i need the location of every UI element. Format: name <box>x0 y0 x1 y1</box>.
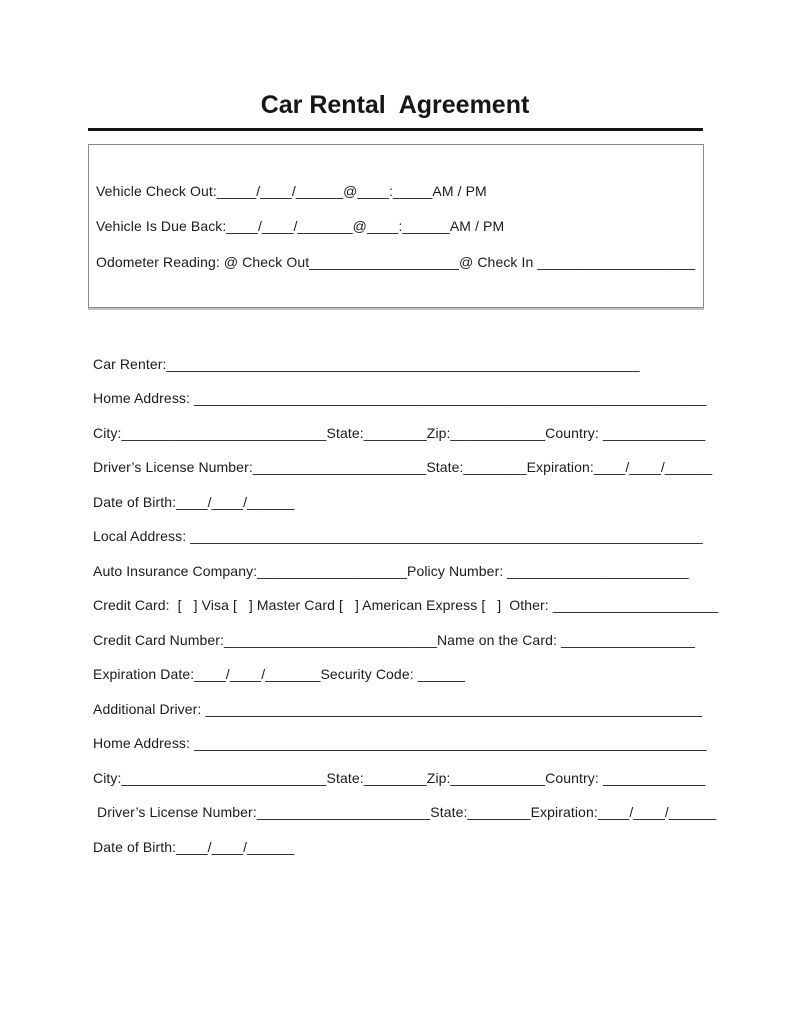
field-home-address-2: Home Address: _________________________________________________________________ <box>93 735 707 751</box>
field-expiration-security-code: Expiration Date:____/____/_______Security Code: ______ <box>93 666 466 682</box>
field-local-address: Local Address: _________________________________________________________________ <box>93 528 703 544</box>
page-title: Car Rental Agreement <box>260 91 530 119</box>
field-vehicle-due-back: Vehicle Is Due Back:____/____/_______@____:______AM / PM <box>96 218 505 234</box>
field-vehicle-check-out: Vehicle Check Out:_____/____/______@____:_____AM / PM <box>96 183 487 199</box>
vehicle-checkout-box <box>88 144 704 308</box>
title-rule <box>88 128 703 131</box>
field-car-renter: Car Renter:____________________________________________________________ <box>93 356 640 372</box>
field-date-of-birth-2: Date of Birth:____/____/______ <box>93 839 295 855</box>
field-city-state-zip-country-2: City:__________________________State:________Zip:____________Country: _____________ <box>93 770 706 786</box>
field-auto-insurance-policy: Auto Insurance Company:___________________Policy Number: _______________________ <box>93 563 689 579</box>
field-drivers-license-1: Driver’s License Number:______________________State:________Expiration:____/____/______ <box>93 459 713 475</box>
field-credit-card-type: Credit Card: [ ] Visa [ ] Master Card [ ] American Express [ ] Other: _____________________ <box>93 597 719 613</box>
field-city-state-zip-country-1: City:__________________________State:________Zip:____________Country: _____________ <box>93 425 706 441</box>
field-odometer-reading: Odometer Reading: @ Check Out___________________@ Check In ____________________ <box>96 254 696 270</box>
field-drivers-license-2: Driver’s License Number:______________________State:________Expiration:____/____/______ <box>93 804 717 820</box>
field-additional-driver: Additional Driver: _______________________________________________________________ <box>93 701 703 717</box>
field-home-address-1: Home Address: _________________________________________________________________ <box>93 390 707 406</box>
field-date-of-birth-1: Date of Birth:____/____/______ <box>93 494 295 510</box>
field-credit-card-number-name: Credit Card Number:___________________________Name on the Card: _________________ <box>93 632 696 648</box>
